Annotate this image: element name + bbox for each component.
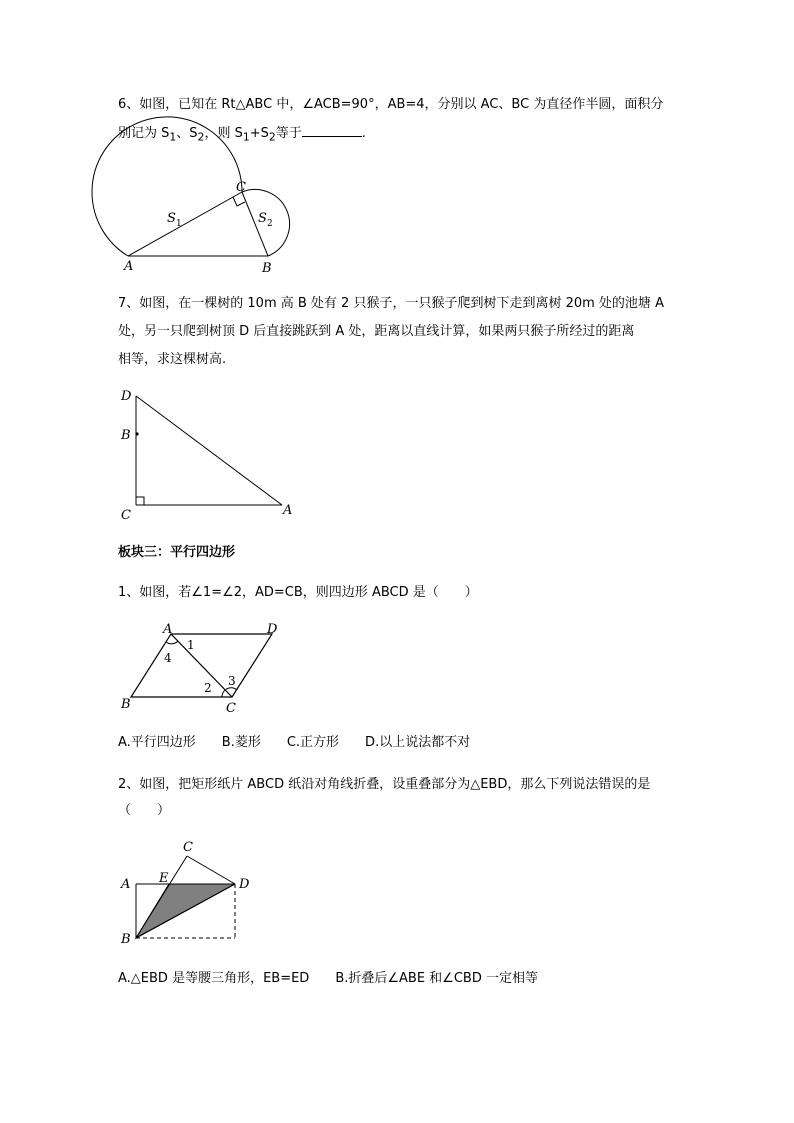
p1-options: A.平行四边形 B.菱形 C.正方形 D.以上说法都不对: [118, 735, 471, 750]
q7-label-b: B: [121, 428, 131, 443]
q7-line1: 7、如图，在一棵树的 10m 高 B 处有 2 只猴子，一只猴子爬到树下走到离树 20m 处的池塘 A: [118, 296, 664, 311]
p2-label-a: A: [121, 877, 131, 892]
q6-sub: 1: [242, 130, 250, 144]
q6-text: +S: [249, 126, 269, 141]
q6-label-s2: S: [258, 211, 267, 226]
q6-sub: 1: [169, 130, 177, 144]
q6-label-s2-sub: 2: [267, 219, 273, 229]
q7-line3: 相等，求这棵树高.: [118, 352, 227, 367]
p1-angle-2: 2: [204, 681, 212, 695]
p1-label-a: A: [163, 622, 173, 637]
p2-label-b: B: [121, 932, 131, 947]
q6-label-s1: S: [167, 211, 176, 226]
q6-label-b: B: [262, 261, 272, 276]
p1-label-c: C: [226, 701, 236, 716]
p2-label-e: E: [159, 871, 169, 886]
section-heading: 板块三：平行四边形: [118, 545, 236, 560]
q6-label-c: C: [236, 180, 246, 195]
q6-text: .: [361, 126, 366, 141]
q6-sub: 2: [268, 130, 276, 144]
q6-label-s1-sub: 1: [176, 219, 182, 229]
q7-label-c: C: [121, 508, 131, 523]
p1-label-d: D: [267, 622, 278, 637]
q6-label-a: A: [124, 259, 134, 274]
q7-label-d: D: [121, 389, 132, 404]
p1-label-b: B: [121, 697, 131, 712]
p2-line2: （ ）: [118, 803, 171, 818]
q6-text: 等于: [275, 126, 302, 141]
p1-angle-4: 4: [164, 651, 172, 665]
p1-angle-3: 3: [228, 674, 236, 688]
p2-folded-edge-cd: [187, 856, 235, 884]
q6-text: ，则 S: [204, 126, 243, 141]
q7-line2: 处，另一只爬到树顶 D 后直接跳跃到 A 处，距离以直线计算，如果两只猴子所经过的距离: [118, 324, 635, 339]
p1-question: 1、如图，若∠1=∠2，AD=CB，则四边形 ABCD 是（ ）: [118, 585, 478, 600]
p2-options: A.△EBD 是等腰三角形，EB=ED B.折叠后∠ABE 和∠CBD 一定相等: [118, 971, 538, 986]
p2-label-d: D: [239, 877, 250, 892]
p2-line1: 2、如图，把矩形纸片 ABCD 纸沿对角线折叠，设重叠部分为△EBD，那么下列说法错误的是: [118, 777, 651, 792]
q6-text: 别记为 S: [118, 126, 170, 141]
q6-line1: 6、如图，已知在 Rt△ABC 中，∠ACB=90°，AB=4，分别以 AC、BC 为直径作半圆，面积分: [118, 97, 664, 112]
p1-angle-1: 1: [187, 638, 195, 652]
q6-sub: 2: [197, 130, 205, 144]
q7-label-a: A: [283, 503, 293, 518]
p2-label-c: C: [183, 840, 193, 855]
q6-text: 、S: [176, 126, 198, 141]
